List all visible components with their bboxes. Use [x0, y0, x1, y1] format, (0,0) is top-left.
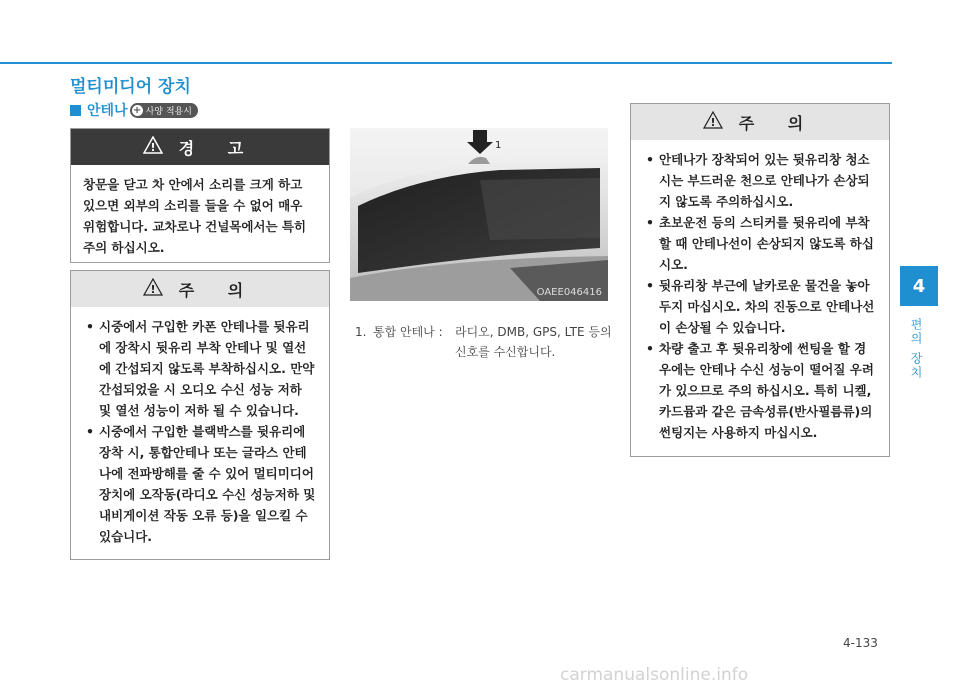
sub-title: [70, 100, 198, 120]
caution-triangle-icon: [703, 111, 723, 133]
warning-box-title: 경 고: [178, 138, 258, 158]
list-item: • 차량 출고 후 뒷유리창에 썬팅을 할 경우에는 안테나 수신 성능이 떨어질 우려가 있으므로 주의 하십시오. 특히 니켈, 카드뮴과 같은 금속성류(반사필름류)의 썬팅지는 사용하지 마십시오.: [643, 338, 877, 443]
caution-box-right-header: [631, 104, 889, 140]
list-item: • 시중에서 구입한 블랙박스를 뒷유리에 장착 시, 통합안테나 또는 글라스 안테나에 전파방해를 줄 수 있어 멀티미디어 장치에 오작동(라디오 수신 성능저하 및 내비게이션 작동 오류 등)을 일으킬 수 있습니다.: [83, 421, 317, 547]
list-item: • 초보운전 등의 스티커를 뒷유리에 부착할 때 안테나선이 손상되지 않도록 하십시오.: [643, 212, 877, 275]
option-badge: [130, 103, 198, 118]
header-rule: [0, 62, 892, 64]
svg-text:!: !: [150, 283, 156, 296]
caution-right-list: [643, 149, 877, 443]
caution-box-left: [70, 270, 330, 560]
plus-icon: +: [132, 104, 142, 116]
caution-box-right: [630, 103, 890, 457]
caption-number: 1.: [355, 325, 367, 339]
warning-box-text: 창문을 닫고 차 안에서 소리를 크게 하고 있으면 외부의 소리를 들을 수 없어 매우 위험합니다. 교차로나 건널목에서는 특히 주의 하십시오.: [83, 177, 307, 255]
caution-box-left-header: [71, 271, 329, 307]
figure-caption: [355, 322, 615, 362]
caption-term: 통합 안테나 :: [373, 325, 443, 339]
caution-box-left-title: 주 의: [178, 280, 258, 300]
list-item: • 시중에서 구입한 카폰 안테나를 뒷유리에 장착시 뒷유리 부착 안테나 및 열선에 간섭되지 않도록 부착하십시오. 만약 간섭되었을 시 오디오 수신 성능 저하 및 열선 성능이 저하 될 수 있습니다.: [83, 316, 317, 421]
warning-triangle-icon: [143, 136, 163, 158]
list-item: • 뒷유리창 부근에 날카로운 물건을 놓아두지 마십시오. 차의 진동으로 안테나선이 손상될 수 있습니다.: [643, 275, 877, 338]
caption-desc: 라디오, DMB, GPS, LTE 등의 신호를 수신합니다.: [455, 325, 612, 359]
list-item: • 안테나가 장착되어 있는 뒷유리창 청소 시는 부드러운 천으로 안테나가 손상되지 않도록 주의하십시오.: [643, 149, 877, 212]
square-bullet-icon: [70, 105, 81, 116]
watermark: carmanualsonline.info: [560, 665, 749, 685]
caution-triangle-icon: [143, 278, 163, 300]
svg-text:!: !: [150, 141, 156, 154]
chapter-label: 편의 장치: [909, 318, 923, 380]
page-number: 4-133: [843, 636, 878, 650]
caution-left-list: [83, 316, 317, 547]
callout-number: 1: [495, 140, 502, 151]
section-title: 멀티미디어 장치: [70, 77, 191, 97]
figure-code: OAEE046416: [536, 287, 602, 298]
option-badge-text: 사양 적용시: [145, 106, 192, 117]
chapter-tab: 4: [900, 266, 938, 306]
sub-title-text: 안테나: [87, 103, 128, 119]
caution-box-right-title: 주 의: [738, 113, 818, 133]
warning-box: [70, 128, 330, 263]
svg-text:!: !: [710, 116, 716, 129]
warning-box-header: [71, 129, 329, 165]
car-rear-photo: [350, 128, 608, 301]
